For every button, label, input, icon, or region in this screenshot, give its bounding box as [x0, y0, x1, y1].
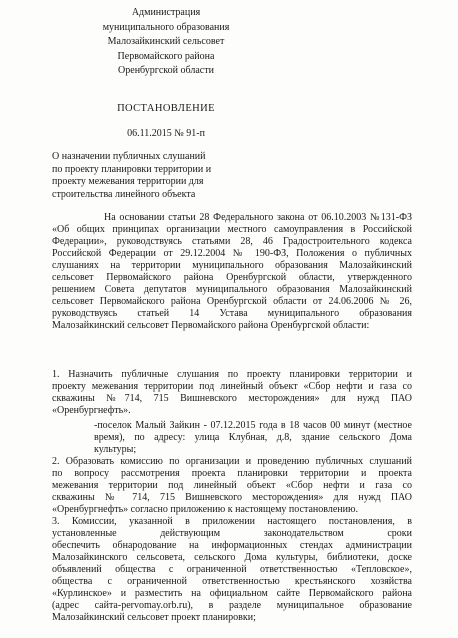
document-title: ПОСТАНОВЛЕНИЕ	[117, 103, 215, 114]
body-line: время), по адресу: улица Клубная, д.8, здание сельского Дома	[94, 432, 412, 443]
issuer-line: Администрация	[131, 7, 201, 18]
body-line: скважины №714, 715 Вишневского месторождения» для нужд ПАО	[52, 393, 412, 404]
subject-line: проекту межевания территории для	[52, 176, 204, 187]
body-line: скважины № 714, 715 Вишневского месторождения» для нужд ПАО	[52, 492, 412, 503]
subject-line: строительства линейного объекта	[52, 188, 196, 200]
body-line: «Оренбургнефть».	[52, 405, 131, 416]
issuer-line: муниципального образования	[102, 21, 230, 33]
body-line: сельсовет Первомайского района Оренбургской области от 24.06.2006 № 26,	[52, 296, 412, 307]
body-line: слушаниях на территории муниципального образования Малозайкинский	[52, 260, 412, 271]
body-line: -поселок Малый Зайкин - 07.12.2015 года в 18 часов 00 минут (местное	[94, 420, 412, 431]
body-line: проекту межевания территории под линейный объект «Сбор нефти и газа со	[52, 381, 412, 392]
body-line: Малозайкинского сельсовета, сельского Дома культуры, библиотеки, доске	[52, 552, 412, 563]
body-line: «Оренбургнефть» согласно приложению к настоящему постановлению.	[52, 504, 358, 515]
body-line: 3. Комиссии, указанной в приложении настоящего постановления, в	[52, 516, 412, 527]
body-line: 1. Назначить публичные слушания по проекту планировки территории и	[52, 369, 412, 380]
body-line: Российской Федерации от 29.12.2004 № 190-ФЗ, Положения о публичных	[52, 248, 412, 259]
subject-line: О назначении публичных слушаний	[52, 151, 206, 162]
issuer-line: Оренбургской области	[118, 65, 214, 76]
body-line: «Об общих принципах организации местного самоуправления в Российской	[52, 224, 412, 235]
body-line: общества с ограниченной ответственностью крестьянского хозяйства	[52, 576, 412, 587]
body-line: объявлений общества с ограниченной ответственностью «Тепловское»,	[52, 564, 412, 575]
body-line: сельсовет Первомайского района Оренбургской области, утвержденного	[52, 272, 412, 283]
body-line: Федерации», руководствуясь статьями 28, 46 Градостроительного кодекса	[52, 236, 412, 247]
body-line: межевания территории под линейный объект «Сбор нефти и газа со	[52, 480, 412, 491]
body-line: обеспечить обнародование на информационных стендах администрации	[52, 540, 412, 551]
body-line: по вопросу рассмотрения проекта планировки территории и проекта	[52, 468, 412, 479]
issuer-line: Малозайкинский сельсовет	[107, 36, 225, 47]
body-line: (адрес сайта-pervomay.orb.ru), в разделе муниципальное образование	[52, 600, 412, 611]
body-line: культуры;	[94, 444, 137, 455]
issuer-line: Первомайского района	[117, 50, 215, 62]
body-line: руководствуясь статьей 14 Устава муниципального образования	[52, 308, 412, 319]
issuer-block	[70, 6, 262, 79]
body-line: решением Совета депутатов муниципального образования Малозайкинский	[52, 284, 412, 295]
subject-line: по проекту планировки территории и	[52, 163, 212, 175]
body-line: Малозайкинский сельсовет проект планировки;	[52, 612, 256, 623]
subject-block	[52, 151, 262, 201]
body-line: Малозайкинский сельсовет Первомайского района Оренбургской области:	[52, 320, 370, 331]
body-line: 2. Образовать комиссию по организации и проведению публичных слушаний	[52, 456, 412, 467]
date-number: 06.11.2015 № 91-п	[127, 128, 205, 139]
body-line: «Курлинское» и разместить на официальном сайте Первомайского района	[52, 588, 412, 599]
body-line: На основании статьи 28 Федерального закона от 06.10.2003 №131-ФЗ	[104, 212, 412, 223]
body-line: установленные действующим законодательством сроки	[52, 528, 412, 539]
